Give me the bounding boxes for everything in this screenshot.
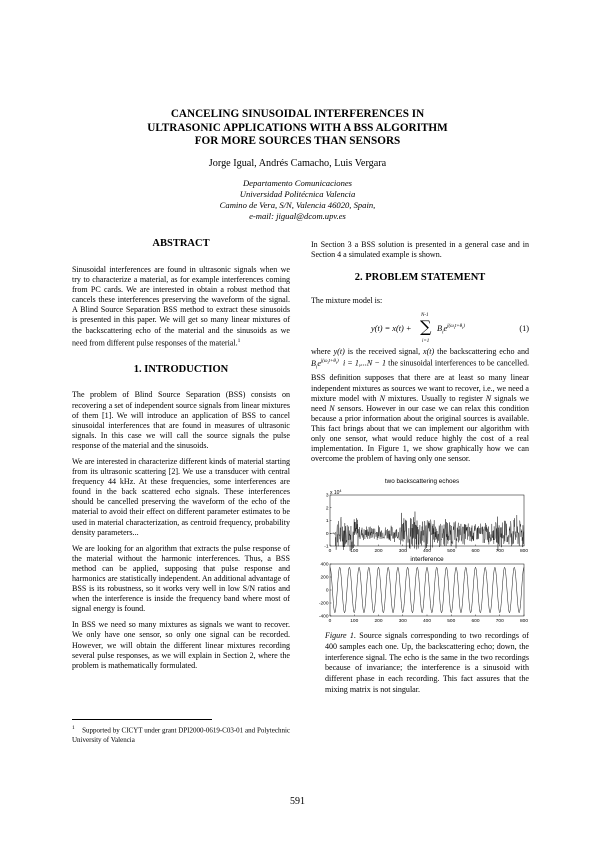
affiliation-university: Universidad Politécnica Valencia bbox=[239, 189, 356, 199]
abstract-text bbox=[72, 265, 290, 348]
plot-2-x-tick-label: 600 bbox=[471, 619, 480, 624]
plot-1-multiplier: x $10^4$ bbox=[330, 489, 342, 496]
intro-paragraph-4: In BSS we need so many mixtures as signals we want to recover. We only have one sensor, so only one signal can be recorded. However, we will obtain the different linear mixtures recording several pulse responses, as we will explain in Section 2, where the problem is mathematically formulated. bbox=[72, 620, 290, 670]
plot-2-y-tick-label: 200 bbox=[320, 575, 329, 581]
problem-heading: 2. PROBLEM STATEMENT bbox=[354, 272, 486, 284]
plot-1-x-tick-label: 800 bbox=[519, 549, 529, 554]
affiliation-email: e-mail: jigual@dcom.upv.es bbox=[249, 211, 346, 221]
plot-1-y-tick-label: 0 bbox=[325, 531, 329, 537]
problem-body bbox=[311, 347, 529, 470]
equation-sum-bottom: i=1 bbox=[422, 339, 430, 344]
equation-lhs: y(t) = x(t) + bbox=[371, 324, 412, 333]
plot-1-title: two backscattering echoes bbox=[384, 478, 460, 485]
plot-1-y-tick-label: 3 bbox=[325, 493, 329, 499]
plot-1-x-tick-label: 600 bbox=[471, 549, 480, 554]
figure-1 bbox=[316, 478, 530, 628]
plot-1-frame bbox=[330, 495, 524, 546]
plot-2-series-line bbox=[330, 567, 524, 613]
paper-title bbox=[0, 108, 595, 149]
plot-2-x-tick-label: 800 bbox=[519, 619, 529, 624]
intro-heading: 1. INTRODUCTION bbox=[133, 364, 229, 376]
figure-caption-label: Figure 1. bbox=[325, 631, 356, 640]
footnote-mark: 1 bbox=[72, 725, 75, 731]
plot-1-x-tick-label: 200 bbox=[374, 549, 383, 554]
affiliation-dept: Departamento Comunicaciones bbox=[242, 178, 353, 188]
equation-sum-top: N-1 bbox=[421, 313, 429, 318]
equation-1 bbox=[311, 313, 529, 347]
intro-paragraph-1: The problem of Blind Source Separation (BSS) consists on recovering a set of independent source signals from linear mixtures of them [1]. We will introduce an application of BSS to cancel sinusoidal interferences that are found in measures of ultrasonic signals. In this case we will call the source signals the pulse response of the material and the sinusoids. bbox=[72, 390, 290, 450]
figure-caption-text: Source signals corresponding to two recordings of 400 samples each one. Up, the backscattering echo; down, the interference signal. The echo is the same in the two recordings because of invariance; the interference is a sinusoid with different phase in each recording. This fact assures that the mixing matrix is not singular. bbox=[325, 631, 529, 694]
right-intro-text: In Section 3 a BSS solution is presented in a general case and in Section 4 a simulated example is shown. bbox=[311, 240, 529, 260]
plot-1-x-tick-label: 400 bbox=[422, 549, 432, 554]
title-line-1: CANCELING SINUSOIDAL INTERFERENCES IN bbox=[170, 108, 425, 120]
problem-lead: The mixture model is: bbox=[311, 296, 383, 306]
left-column bbox=[72, 238, 290, 677]
plot-1-x-tick-label: 0 bbox=[328, 549, 332, 554]
equation-number: (1) bbox=[519, 324, 529, 333]
plot-1-y-tick-label: 2 bbox=[325, 506, 329, 512]
intro-paragraph-3: We are looking for an algorithm that extracts the pulse response of the material without the harmonic interferences. Thus, a BSS method can be applied, supposing that pulse response and harmonics are statistically independent. An additional advantage of BSS is its robustness, so it works very well in low S/N ratios and when the interference is inside the frequency band where most of signal energy is found. bbox=[72, 543, 290, 614]
plot-2-x-tick-label: 300 bbox=[398, 619, 407, 624]
plot-2-x-tick-label: 200 bbox=[374, 619, 383, 624]
figure-caption bbox=[325, 631, 529, 696]
sum-symbol: ∑ bbox=[420, 317, 432, 336]
right-column bbox=[311, 240, 529, 308]
title-line-3: FOR MORE SOURCES THAN SENSORS bbox=[194, 135, 401, 147]
page-number: 591 bbox=[290, 796, 305, 807]
abstract-heading: ABSTRACT bbox=[152, 238, 210, 249]
affiliation bbox=[0, 178, 595, 222]
plot-1-x-tick-label: 100 bbox=[350, 549, 359, 554]
plot-2-y-tick-label: -200 bbox=[318, 601, 329, 607]
equation-term: $B_ie^{j(\omega_it+\theta_i)}$ bbox=[437, 324, 465, 336]
title-line-2: ULTRASONIC APPLICATIONS WITH A BSS ALGORITHM bbox=[147, 121, 448, 134]
plot-2-x-tick-label: 0 bbox=[328, 619, 332, 624]
problem-paragraph: where y(t) is the received signal, x(t) the backscattering echo and $B_ie^{j(\omega_it+\theta_i)}$ i = 1,...N − 1 the sinusoidal interferences to be cancelled. BSS definition supposes that there are at least so many linear independent mixtures as sources we want to recover, i.e., we need a mixture model with N mixtures. Usually to register N signals we need N sensors. However in our case we can relax this condition because a prior information about the original sources is available. This fact brings about that we can implement our algorithm with only one sensor, what would reduce highly the cost of a real implementation. In Figure 1, we show graphically how we can overcome the problem of having only one sensor. bbox=[311, 347, 530, 464]
plot-1-x-tick-label: 500 bbox=[447, 549, 456, 554]
footnote-rule bbox=[72, 719, 212, 720]
plot-1-x-tick-label: 700 bbox=[495, 549, 504, 554]
abstract-footnote-mark: 1 bbox=[237, 337, 241, 344]
plot-2-x-tick-label: 400 bbox=[422, 619, 432, 624]
plot-1-y-tick-label: 1 bbox=[325, 519, 329, 525]
plot-1-x-tick-label: 300 bbox=[398, 549, 407, 554]
plot-2-x-tick-label: 100 bbox=[350, 619, 359, 624]
authors: Jorge Igual, Andrés Camacho, Luis Vergara bbox=[208, 158, 387, 169]
plot-2-y-tick-label: 0 bbox=[325, 588, 329, 594]
footnote-text: Supported by CICYT under grant DPI2000-0619-C03-01 and Polytechnic University of Valencia bbox=[72, 726, 290, 745]
plot-2-y-tick-label: 400 bbox=[320, 562, 329, 568]
plot-2-x-tick-label: 700 bbox=[495, 619, 504, 624]
plot-2-y-tick-label: -400 bbox=[318, 614, 329, 620]
abstract-body: Sinusoidal interferences are found in ultrasonic signals when we try to characterize a material, as for example interferences coming from PC cards. We are interested in obtain a robust method that cancels these interferences preserving the waveform of the signal. A Blind Source Separation BSS method to extract these sinusoids is presented in this paper. We will get so many linear mixtures of the backscattering echo of the material and the sinusoids as we need from different pulse responses of the material. bbox=[72, 265, 290, 348]
intro-paragraph-2: We are interested in characterize different kinds of material starting from its ultrasonic scattering [2]. We use a transducer with central frequency 44 kHz. At these frequencies, some interferences are found in the back scattered echo signals. These interferences should be cancelled preserving the waveform of the echo of the material to avoid their effect on different parameter estimates to be used in material characterization, as centroid frequency, probability density parameters... bbox=[72, 456, 290, 537]
plot-2-x-tick-label: 500 bbox=[447, 619, 456, 624]
plot-1-y-tick-label: -1 bbox=[324, 544, 329, 550]
affiliation-address: Camino de Vera, S/N, Valencia 46020, Spain, bbox=[219, 200, 376, 210]
plot-2-title: interference bbox=[410, 556, 444, 563]
plot-2-frame bbox=[330, 564, 524, 616]
footnote bbox=[72, 723, 290, 745]
